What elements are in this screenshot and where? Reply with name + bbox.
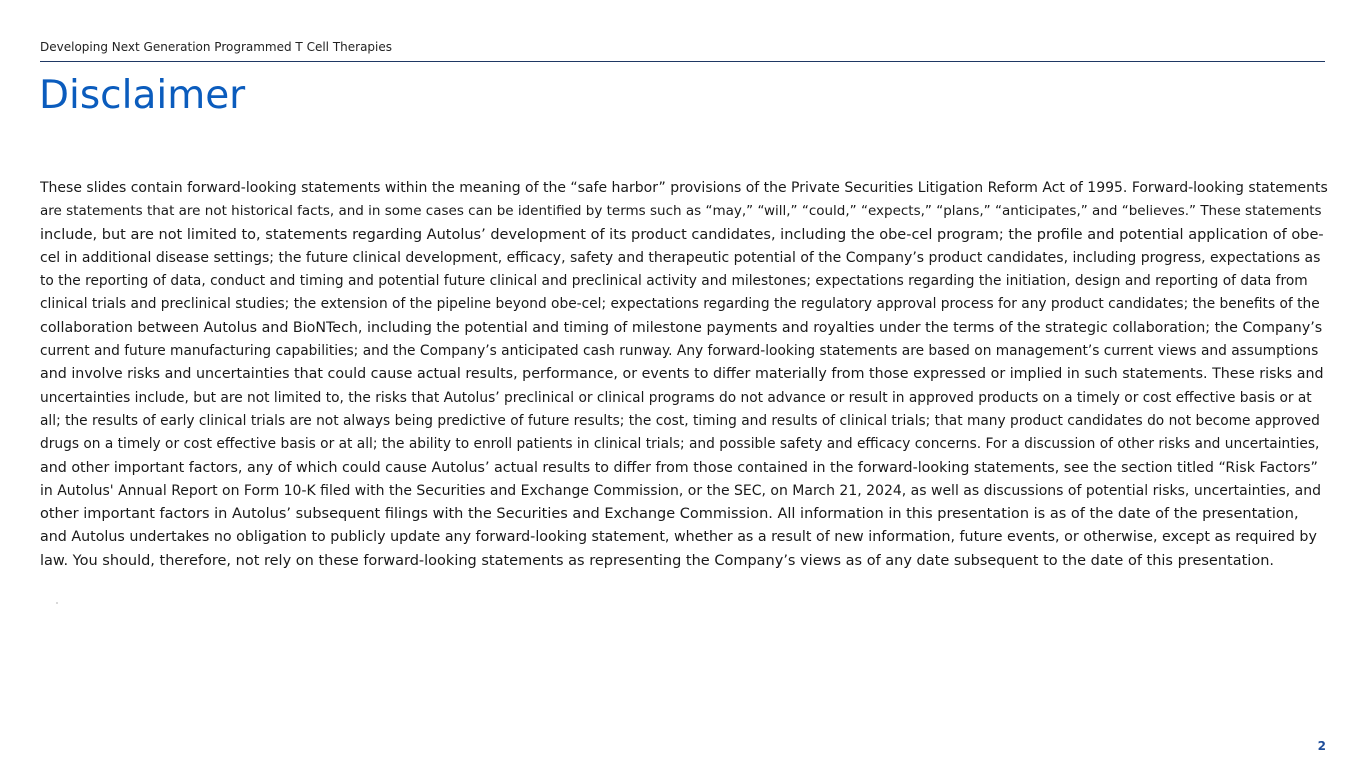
- disclaimer-line: include, but are not limited to, statements regarding Autolus’ development of its product candidates, including the obe-cel program; the profile and potential application of obe-: [40, 226, 1324, 243]
- decorative-dot: [56, 602, 58, 604]
- disclaimer-line: other important factors in Autolus’ subsequent filings with the Securities and Exchange Commission. All information in this presentation is as of the date of the presentation,: [40, 506, 1299, 523]
- disclaimer-line: collaboration between Autolus and BioNTech, including the potential and timing of milestone payments and royalties under the terms of the strategic collaboration; the Company’s: [40, 319, 1323, 336]
- disclaimer-line: uncertainties include, but are not limited to, the risks that Autolus’ preclinical or clinical programs do not advance or result in approved products on a timely or cost effective basis or at: [40, 389, 1312, 406]
- disclaimer-line: clinical trials and preclinical studies; the extension of the pipeline beyond obe-cel; expectations regarding the regulatory approval process for any product candidates; the benefits of the: [40, 296, 1320, 313]
- disclaimer-line: cel in additional disease settings; the future clinical development, efficacy, safety and therapeutic potential of the Company’s product candidates, including progress, expectations as: [40, 249, 1321, 266]
- header-divider: [40, 61, 1325, 62]
- page-title: Disclaimer: [39, 73, 246, 118]
- disclaimer-line: and involve risks and uncertainties that could cause actual results, performance, or events to differ materially from those expressed or implied in such statements. These risks and: [40, 366, 1324, 383]
- disclaimer-line: These slides contain forward-looking statements within the meaning of the “safe harbor” provisions of the Private Securities Litigation Reform Act of 1995. Forward-looking statements: [40, 180, 1328, 196]
- disclaimer-line: drugs on a timely or cost effective basis or at all; the ability to enroll patients in clinical trials; and possible safety and efficacy concerns. For a discussion of other risks and uncertainties,: [40, 436, 1320, 453]
- disclaimer-body: [40, 177, 1330, 573]
- disclaimer-line: in Autolus' Annual Report on Form 10-K filed with the Securities and Exchange Commission, or the SEC, on March 21, 2024, as well as discussions of potential risks, uncertainties, and: [40, 482, 1321, 499]
- disclaimer-line: and other important factors, any of which could cause Autolus’ actual results to differ from those contained in the forward-looking statements, see the section titled “Risk Factors”: [40, 459, 1318, 476]
- disclaimer-line: all; the results of early clinical trials are not always being predictive of future results; the cost, timing and results of clinical trials; that many product candidates do not become approved: [40, 412, 1320, 429]
- disclaimer-line: are statements that are not historical facts, and in some cases can be identified by terms such as “may,” “will,” “could,” “expects,” “plans,” “anticipates,” and “believes.” These statements: [40, 203, 1322, 220]
- disclaimer-line: to the reporting of data, conduct and timing and potential future clinical and preclinical activity and milestones; expectations regarding the initiation, design and reporting of data from: [40, 273, 1308, 290]
- header-tagline: Developing Next Generation Programmed T Cell Therapies: [40, 40, 393, 54]
- disclaimer-line: and Autolus undertakes no obligation to publicly update any forward-looking statement, whether as a result of new information, future events, or otherwise, except as required by: [40, 529, 1317, 546]
- disclaimer-line: current and future manufacturing capabilities; and the Company’s anticipated cash runway. Any forward-looking statements are based on management’s current views and assumptions: [40, 343, 1319, 360]
- page-number: 2: [1317, 739, 1326, 753]
- disclaimer-line: law. You should, therefore, not rely on these forward-looking statements as representing the Company’s views as of any date subsequent to the date of this presentation.: [40, 552, 1274, 569]
